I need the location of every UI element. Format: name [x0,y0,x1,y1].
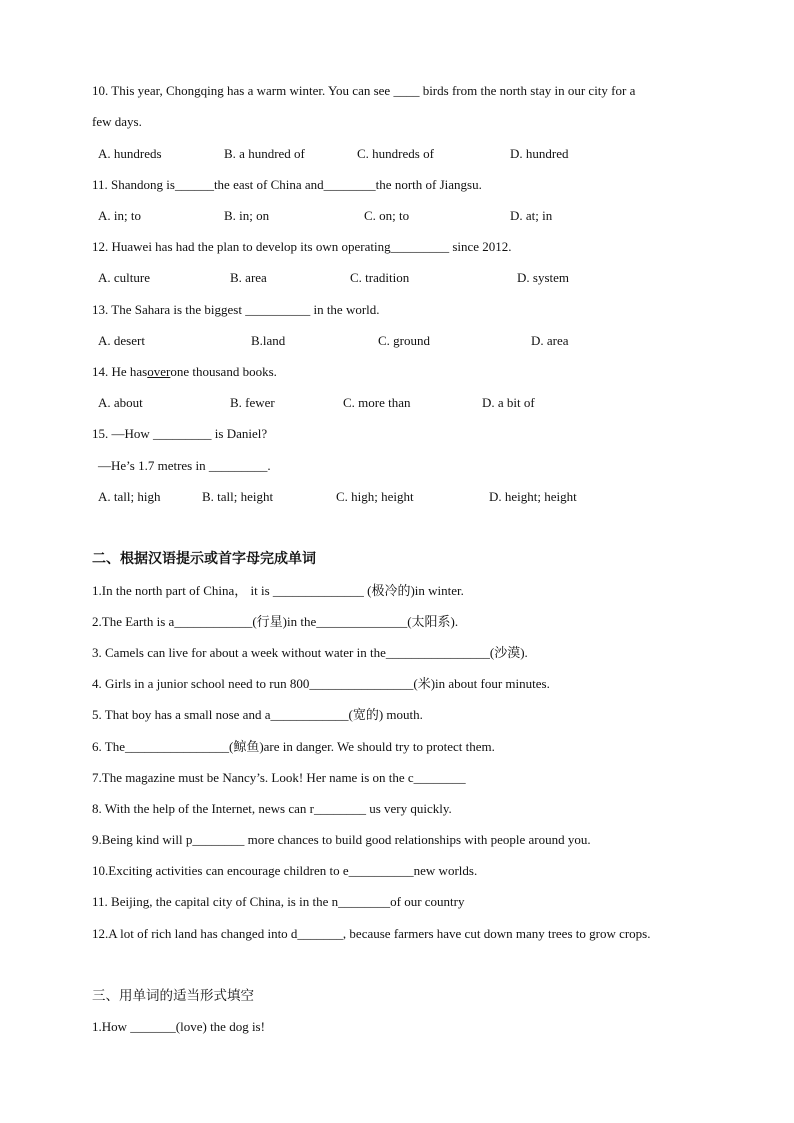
q15-option-c: C. high; height [336,489,414,504]
part2-item-3-post: (沙漠). [489,645,528,660]
question-10-line1: 10. This year, Chongqing has a warm winter. You can see ____ birds from the north stay in our city for a [92,83,636,98]
q11-option-a: A. in; to [98,208,141,223]
part2-item-4-pre: 4. Girls in a junior school need to run 800 [92,676,310,691]
part2-item-7: 7.The magazine must be Nancy’s. Look! Her name is on the c________ [92,770,466,785]
q14-underlined-word: over [147,364,171,379]
q14-option-d: D. a bit of [482,395,535,410]
part2-item-9: 9.Being kind will p________ more chances to build good relationships with people around you. [92,832,591,847]
q11-option-b: B. in; on [224,208,270,223]
q14-stem-post: one thousand books. [170,364,277,379]
q12-option-b: B. area [230,270,267,285]
q11-option-d: D. at; in [510,208,553,223]
q12-option-d: D. system [517,270,569,285]
question-12-stem: 12. Huawei has had the plan to develop its own operating_________ since 2012. [92,239,512,254]
q10-option-d: D. hundred [510,146,569,161]
part2-item-5-blank: ____________ [270,707,349,722]
question-13-stem: 13. The Sahara is the biggest __________ in the world. [92,302,380,317]
q13-option-c: C. ground [378,333,430,348]
q15-option-a: A. tall; high [98,489,161,504]
part2-item-5 [92,706,423,724]
part2-item-1-pre: 1.In the north part of China， it is [92,583,270,598]
question-14-stem [92,363,277,381]
q12-option-c: C. tradition [350,270,410,285]
part2-item-5-pre: 5. That boy has a small nose and a [92,707,271,722]
q15-option-d: D. height; height [489,489,577,504]
q15-option-b: B. tall; height [202,489,274,504]
section-3-heading: 三、用单词的适当形式填空 [92,988,254,1004]
part2-item-2 [92,613,458,631]
question-11-stem: 11. Shandong is______the east of China and________the north of Jiangsu. [92,177,482,192]
q13-option-d: D. area [531,333,569,348]
part2-item-6 [92,738,495,756]
question-15-line2: —He’s 1.7 metres in _________. [98,458,271,473]
part2-item-4-blank: ________________ [309,676,414,691]
q12-option-a: A. culture [98,270,150,285]
q14-option-a: A. about [98,395,143,410]
part2-item-2-pre: 2.The Earth is a [92,614,175,629]
part3-item-1: 1.How _______(love) the dog is! [92,1019,265,1034]
part2-item-6-pre: 6. The [92,739,125,754]
part2-item-2-blank: ____________ [174,614,253,629]
part2-item-3 [92,644,528,662]
q13-option-b: B.land [251,333,286,348]
part2-item-1-post: (极冷的)in winter. [367,583,464,598]
part2-item-12: 12.A lot of rich land has changed into d_______, because farmers have cut down many trees to grow crops. [92,926,651,941]
q14-option-c: C. more than [343,395,411,410]
q10-option-b: B. a hundred of [224,146,305,161]
question-15-line1: 15. —How _________ is Daniel? [92,426,268,441]
q14-option-b: B. fewer [230,395,275,410]
part2-item-2-post: (行星)in the [252,614,317,629]
question-10-line2: few days. [92,114,142,129]
part2-item-1-blank: ______________ [272,583,364,598]
part2-item-5-post: (宽的) mouth. [348,707,423,722]
part2-item-2-blank2: ______________ [316,614,408,629]
part2-item-4 [92,675,550,693]
part2-item-3-pre: 3. Camels can live for about a week without water in the [92,645,386,660]
part2-item-8: 8. With the help of the Internet, news can r________ us very quickly. [92,801,452,816]
part2-item-6-post: (鲸鱼)are in danger. We should try to protect them. [228,739,495,754]
section-2-heading: 二、根据汉语提示或首字母完成单词 [92,551,316,567]
part2-item-1 [92,582,464,600]
part2-item-3-blank: ________________ [385,645,490,660]
q14-stem-pre: 14. He has [92,364,148,379]
part2-item-6-blank: ________________ [124,739,229,754]
q10-option-c: C. hundreds of [357,146,434,161]
q11-option-c: C. on; to [364,208,410,223]
part2-item-4-post: (米)in about four minutes. [413,676,550,691]
part2-item-2-post2: (太阳系). [407,614,459,629]
q13-option-a: A. desert [98,333,145,348]
part2-item-11: 11. Beijing, the capital city of China, is in the n________of our country [92,894,465,909]
q10-option-a: A. hundreds [98,146,162,161]
part2-item-10: 10.Exciting activities can encourage children to e__________new worlds. [92,863,478,878]
